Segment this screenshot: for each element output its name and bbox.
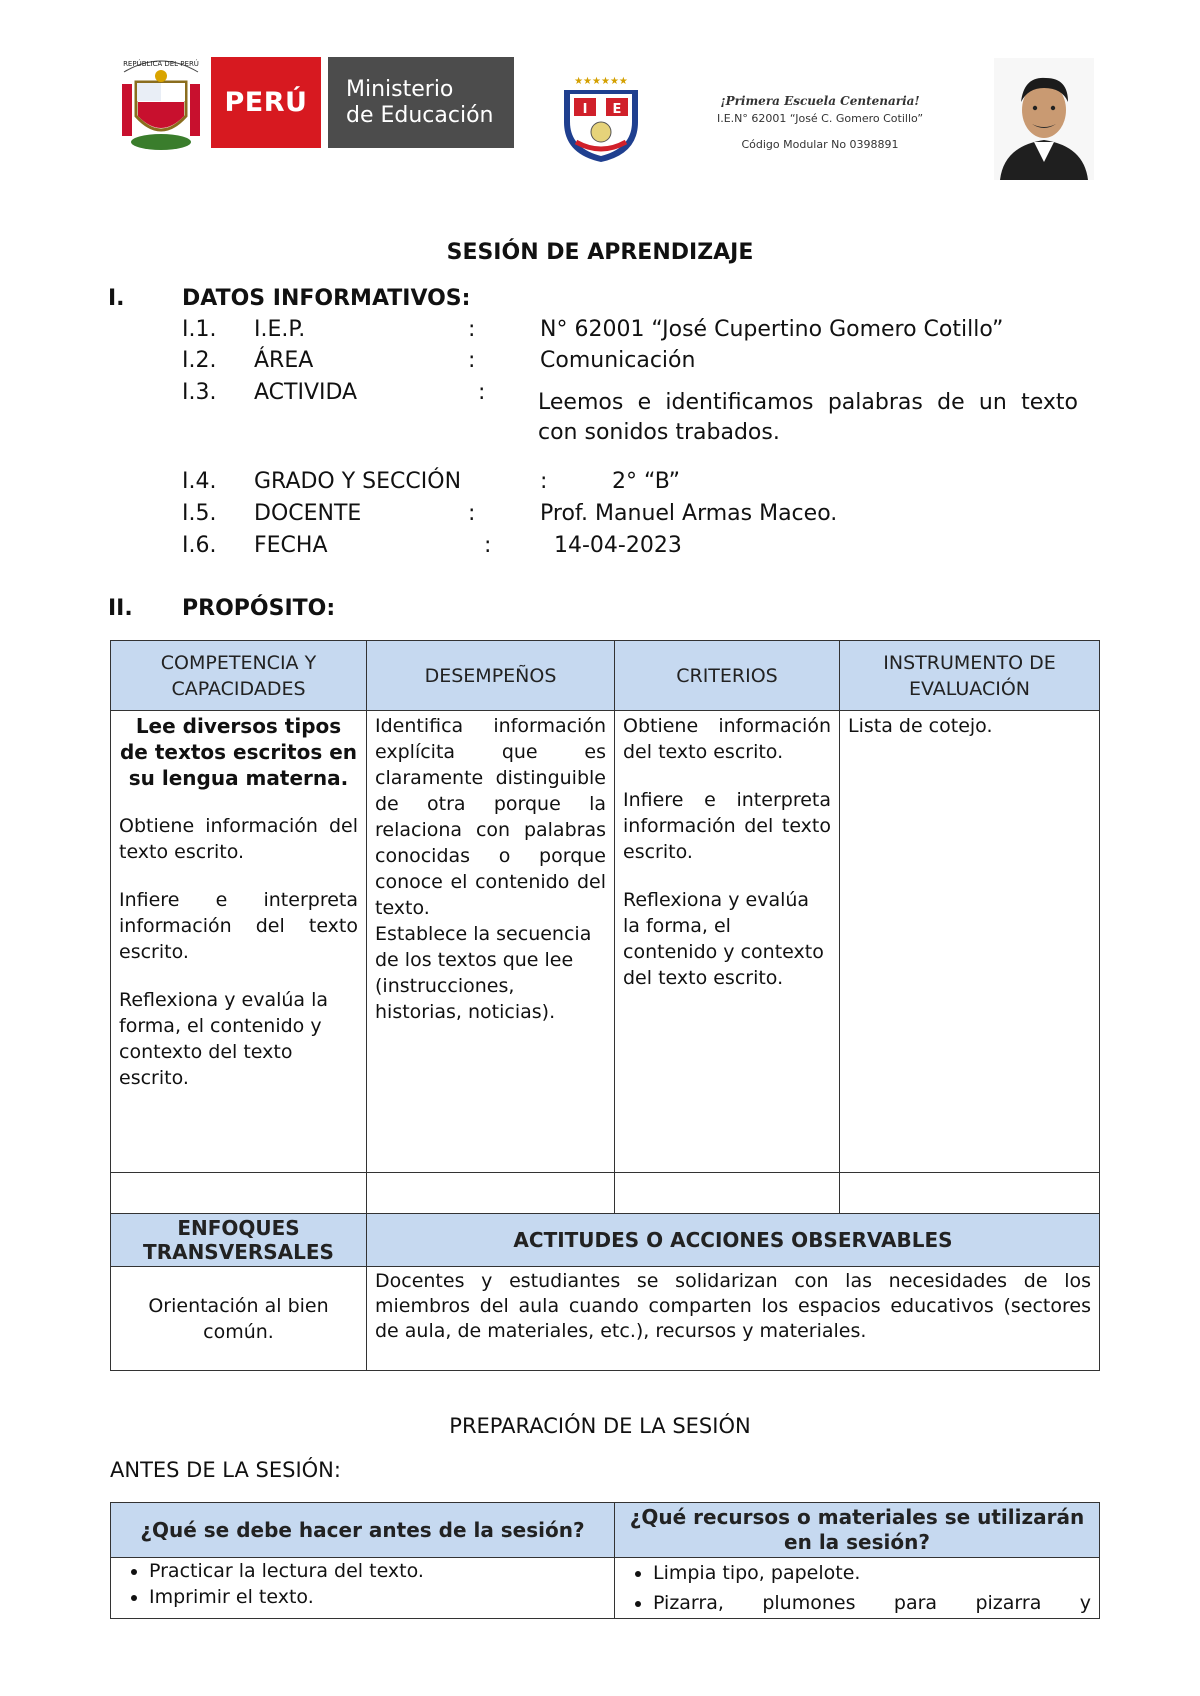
proposito-table — [110, 640, 1100, 1371]
datos-row-3-colon: : — [478, 380, 486, 405]
school-info-block — [700, 92, 940, 154]
list-item: • Imprimir el texto. — [149, 1584, 606, 1610]
svg-text:★★★★★★: ★★★★★★ — [574, 76, 628, 87]
header-actitudes: ACTITUDES O ACCIONES OBSERVABLES — [367, 1214, 1100, 1267]
list-item: • Limpia tipo, papelote. — [653, 1558, 1091, 1588]
ministerio-brand-box — [328, 57, 514, 148]
datos-row-5-label: DOCENTE — [254, 501, 362, 526]
criterio-1: Obtiene información del texto escrito. — [623, 715, 831, 763]
datos-row-6-label: FECHA — [254, 533, 328, 558]
ministerio-line1: Ministerio — [346, 76, 454, 102]
empty-cell — [111, 1173, 367, 1214]
datos-row-5-value: Prof. Manuel Armas Maceo. — [540, 501, 838, 526]
proposito-header-row — [111, 641, 1100, 711]
list-item: • Pizarra, plumones para pizarra y — [653, 1588, 1091, 1618]
header-antes-hacer: ¿Qué se debe hacer antes de la sesión? — [111, 1503, 615, 1558]
header-criterios: CRITERIOS — [615, 641, 840, 711]
datos-row-6-value: 14-04-2023 — [554, 533, 682, 558]
empty-cell — [367, 1173, 615, 1214]
datos-row-1-value: N° 62001 “José Cupertino Gomero Cotillo” — [540, 317, 1004, 342]
criterio-2: Infiere e interpreta información del texto escrito. — [623, 789, 831, 863]
document-title: SESIÓN DE APRENDIZAJE — [446, 240, 754, 265]
proposito-empty-row — [111, 1173, 1100, 1214]
competencia-title: Lee diversos tipos de textos escritos en su lengua materna. — [119, 714, 358, 790]
ministerio-line2: de Educación — [346, 102, 494, 128]
datos-row-6-colon: : — [484, 533, 492, 558]
desempeno-2: Establece la secuencia de los textos que lee (instrucciones, historias, noticias). — [375, 923, 592, 1023]
instrumento-cell: Lista de cotejo. — [840, 711, 1100, 1173]
datos-row-1-colon: : — [468, 317, 476, 342]
datos-row-2-num: I.2. — [182, 348, 217, 373]
header-desempenos: DESEMPEÑOS — [367, 641, 615, 711]
enfoque-cell: Orientación al bien común. — [111, 1267, 367, 1371]
datos-row-4-value: 2° “B” — [612, 469, 680, 494]
antes-hacer-cell — [111, 1558, 615, 1619]
section-1-heading: DATOS INFORMATIVOS: — [182, 286, 471, 311]
school-motto: ¡Primera Escuela Centenaria! — [720, 94, 920, 108]
school-name: I.E.N° 62001 “José C. Gomero Cotillo” — [716, 112, 924, 125]
preparacion-content-row — [111, 1558, 1100, 1619]
peru-brand-box — [211, 57, 321, 148]
desempeno-1: Identifica información explícita que es claramente distinguible de otra porque la relaciona con palabras conocidas o porque conoce el contenido del texto. — [375, 715, 606, 919]
section-1-number: I. — [108, 286, 125, 311]
datos-row-3-num: I.3. — [182, 380, 217, 405]
antes-heading: ANTES DE LA SESIÓN: — [110, 1458, 341, 1482]
competencia-cell — [111, 711, 367, 1173]
actitud-cell: Docentes y estudiantes se solidarizan con las necesidades de los miembros del aula cuando comparten los espacios educativos (sectores de aula, de materiales, etc.), recursos y materiales. — [367, 1267, 1100, 1371]
capacidad-1: Obtiene información del texto escrito. — [119, 815, 358, 863]
list-item: • Practicar la lectura del texto. — [149, 1558, 606, 1584]
datos-row-4-num: I.4. — [182, 469, 217, 494]
datos-row-2-colon: : — [468, 348, 476, 373]
peru-label: PERÚ — [224, 87, 308, 118]
datos-row-4-label: GRADO Y SECCIÓN — [254, 469, 462, 494]
school-shield-logo — [556, 74, 646, 164]
preparacion-heading: PREPARACIÓN DE LA SESIÓN — [449, 1414, 751, 1438]
datos-row-2-value: Comunicación — [540, 348, 696, 373]
datos-row-1-label: I.E.P. — [254, 317, 306, 342]
datos-row-3-label: ACTIVIDA — [254, 380, 358, 405]
datos-row-2-label: ÁREA — [254, 348, 314, 373]
empty-cell — [615, 1173, 840, 1214]
datos-row-4-colon: : — [540, 469, 548, 494]
section-2-heading: PROPÓSITO: — [182, 596, 336, 621]
datos-row-5-num: I.5. — [182, 501, 217, 526]
school-code: Código Modular No 0398891 — [741, 138, 899, 151]
header-enfoques: ENFOQUES TRANSVERSALES — [111, 1214, 367, 1267]
datos-row-3-value: Leemos e identificamos palabras de un texto con sonidos trabados. — [538, 390, 1078, 445]
recursos-list — [623, 1558, 1091, 1618]
capacidad-3: Reflexiona y evalúa la forma, el contenido y contexto del texto escrito. — [119, 989, 329, 1089]
enfoques-header-row — [111, 1214, 1100, 1267]
proposito-content-row — [111, 711, 1100, 1173]
enfoques-content-row — [111, 1267, 1100, 1371]
preparacion-table — [110, 1502, 1100, 1619]
header-competencia: COMPETENCIA Y CAPACIDADES — [111, 641, 367, 711]
datos-row-1-num: I.1. — [182, 317, 217, 342]
antes-hacer-list — [119, 1558, 606, 1610]
peru-coat-of-arms-logo — [116, 54, 206, 154]
svg-text:E: E — [612, 102, 622, 117]
criterio-3: Reflexiona y evalúa la forma, el contenido y contexto del texto escrito. — [623, 889, 824, 989]
empty-cell — [840, 1173, 1100, 1214]
recursos-cell — [615, 1558, 1100, 1619]
portrait-image — [994, 58, 1094, 180]
svg-text:I: I — [582, 102, 588, 117]
section-2-number: II. — [108, 596, 133, 621]
capacidad-2: Infiere e interpreta información del texto escrito. — [119, 889, 358, 963]
preparacion-header-row — [111, 1503, 1100, 1558]
criterios-cell — [615, 711, 840, 1173]
desempenos-cell — [367, 711, 615, 1173]
header-recursos: ¿Qué recursos o materiales se utilizarán en la sesión? — [615, 1503, 1100, 1558]
svg-text:REPÚBLICA DEL PERÚ: REPÚBLICA DEL PERÚ — [123, 60, 199, 68]
datos-row-6-num: I.6. — [182, 533, 217, 558]
header-instrumento: INSTRUMENTO DE EVALUACIÓN — [840, 641, 1100, 711]
datos-row-5-colon: : — [468, 501, 476, 526]
